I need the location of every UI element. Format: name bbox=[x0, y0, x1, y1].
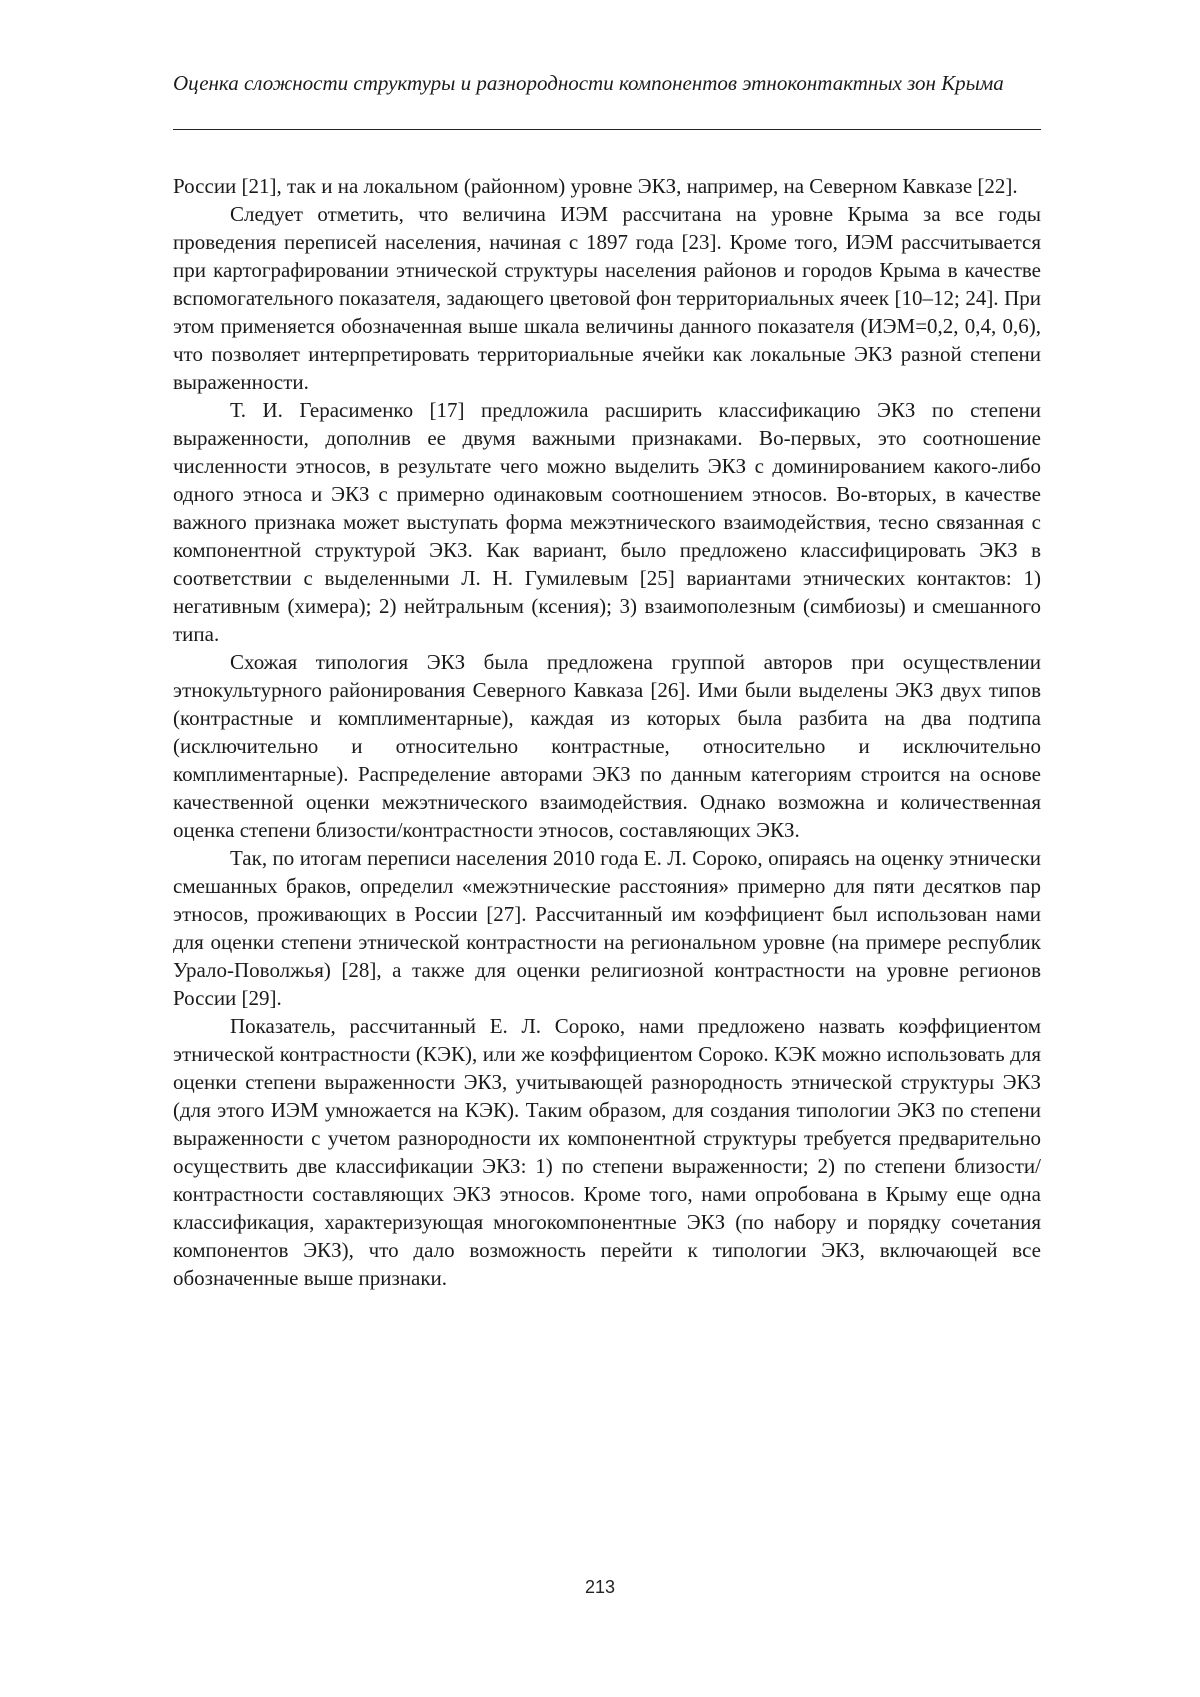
running-header: Оценка сложности структуры и разнородности компонентов этноконтактных зон Крыма bbox=[173, 71, 1004, 95]
paragraph-continuation: России [21], так и на локальном (районном) уровне ЭКЗ, например, на Северном Кавказе [22]. bbox=[173, 174, 1018, 198]
page-number: 213 bbox=[584, 1577, 616, 1597]
paragraph: Следует отметить, что величина ИЭМ рассчитана на уровне Крыма за все годы проведения переписей населения, начиная с 1897 года [23]. Кроме того, ИЭМ рассчитывается при картографировании этнической структуры населения районов и городов Крыма в качестве вспомогательного показателя, задающего цветовой фон территориальных ячеек [10–12; 24]. При этом применяется обозначенная выше шкала величины данного показателя (ИЭМ=0,2, 0,4, 0,6), что позволяет интерпретировать территориальные ячейки как локальные ЭКЗ разной степени выраженности. bbox=[173, 202, 1041, 394]
paragraph: Так, по итогам переписи населения 2010 года Е. Л. Сороко, опираясь на оценку этнически смешанных браков, определил «межэтнические расстояния» примерно для пяти десятков пар этносов, проживающих в России [27]. Рассчитанный им коэффициент был использован нами для оценки степени этнической контрастности на региональном уровне (на примере республик Урало-Поволжья) [28], а также для оценки религиозной контрастности на уровне регионов России [29]. bbox=[173, 846, 1041, 1010]
header-divider bbox=[173, 129, 1041, 130]
paragraph: Т. И. Герасименко [17] предложила расширить классификацию ЭКЗ по степени выраженности, дополнив ее двумя важными признаками. Во-первых, это соотношение численности этносов, в результате чего можно выделить ЭКЗ с доминированием какого-либо одного этноса и ЭКЗ с примерно одинаковым соотношением этносов. Во-вторых, в качестве важного признака может выступать форма межэтнического взаимодействия, тесно связанная с компонентной структурой ЭКЗ. Как вариант, было предложено классифицировать ЭКЗ в соответствии с выделенными Л. Н. Гумилевым [25] вариантами этнических контактов: 1) негативным (химера); 2) нейтральным (ксения); 3) взаимополезным (симбиозы) и смешанного типа. bbox=[173, 398, 1041, 646]
paragraph: Показатель, рассчитанный Е. Л. Сороко, нами предложено назвать коэффициентом этнической контрастности (КЭК), или же коэффициентом Сороко. КЭК можно использовать для оценки степени выраженности ЭКЗ, учитывающей разнородность этнической структуры ЭКЗ (для этого ИЭМ умножается на КЭК). Таким образом, для создания типологии ЭКЗ по степени выраженности с учетом разнородности их компонентной структуры требуется предварительно осуществить две классификации ЭКЗ: 1) по степени выраженности; 2) по степени близости/контрастности составляющих ЭКЗ этносов. Кроме того, нами опробована в Крыму еще одна классификация, характеризующая многокомпонентные ЭКЗ (по набору и порядку сочетания компонентов ЭКЗ), что дало возможность перейти к типологии ЭКЗ, включающей все обозначенные выше признаки. bbox=[173, 1014, 1041, 1290]
paragraph: Схожая типология ЭКЗ была предложена группой авторов при осуществлении этнокультурного районирования Северного Кавказа [26]. Ими были выделены ЭКЗ двух типов (контрастные и комплиментарные), каждая из которых была разбита на два подтипа (исключительно и относительно контрастные, относительно и исключительно комплиментарные). Распределение авторами ЭКЗ по данным категориям строится на основе качественной оценки межэтнического взаимодействия. Однако возможна и количественная оценка степени близости/контрастности этносов, составляющих ЭКЗ. bbox=[173, 650, 1041, 842]
body-text bbox=[173, 172, 1041, 1292]
